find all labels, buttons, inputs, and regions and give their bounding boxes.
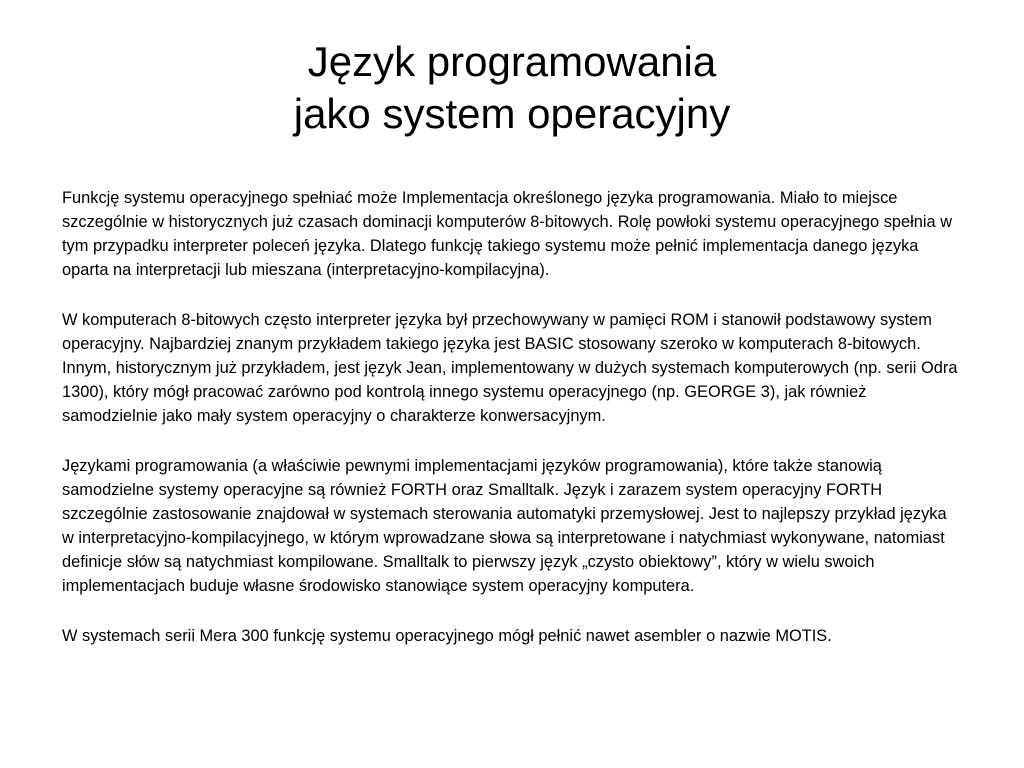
paragraph-1: Funkcję systemu operacyjnego spełniać może Implementacja określonego języka programowania. Miało to miejsce szczególnie w historycznych już czasach dominacji komputerów 8-bitowych. Rolę powłoki systemu operacyjnego spełnia w tym przypadku interpreter poleceń języka. Dlatego funkcję takiego systemu może pełnić implementacja danego języka oparta na interpretacji lub mieszana (interpretacyjno-kompilacyjna).	[62, 189, 953, 279]
slide-body	[62, 186, 962, 674]
slide-title-line-2: jako system operacyjny	[293, 90, 731, 137]
paragraph-3: Językami programowania (a właściwie pewnymi implementacjami języków programowania), które także stanowią samodzielne systemy operacyjne są również FORTH oraz Smalltalk. Język i zarazem system operacyjny FORTH szczególnie zastosowanie znajdował w systemach sterowania automatyki przemysłowej. Jest to najlepszy przykład języka w interpretacyjno-kompilacyjnego, w którym wprowadzane słowa są interpretowane i natychmiast wykonywane, natomiast definicje słów są natychmiast kompilowane. Smalltalk to pierwszy język „czysto obiektowy”, który w wielu swoich implementacjach buduje własne środowisko stanowiące system operacyjny komputera.	[62, 457, 947, 595]
slide-title	[40, 36, 984, 140]
slide-title-line-1: Język programowania	[307, 38, 717, 85]
paragraph-4: W systemach serii Mera 300 funkcję systemu operacyjnego mógł pełnić nawet asembler o nazwie MOTIS.	[62, 627, 832, 645]
paragraph-2: W komputerach 8-bitowych często interpreter języka był przechowywany w pamięci ROM i stanowił podstawowy system operacyjny. Najbardziej znanym przykładem takiego języka jest BASIC stosowany szeroko w komputerach 8-bitowych. Innym, historycznym już przykładem, jest język Jean, implementowany w dużych systemach komputerowych (np. serii Odra 1300), który mógł pracować zarówno pod kontrolą innego systemu operacyjnego (np. GEORGE 3), jak również samodzielnie jako mały system operacyjny o charakterze konwersacyjnym.	[62, 311, 958, 425]
